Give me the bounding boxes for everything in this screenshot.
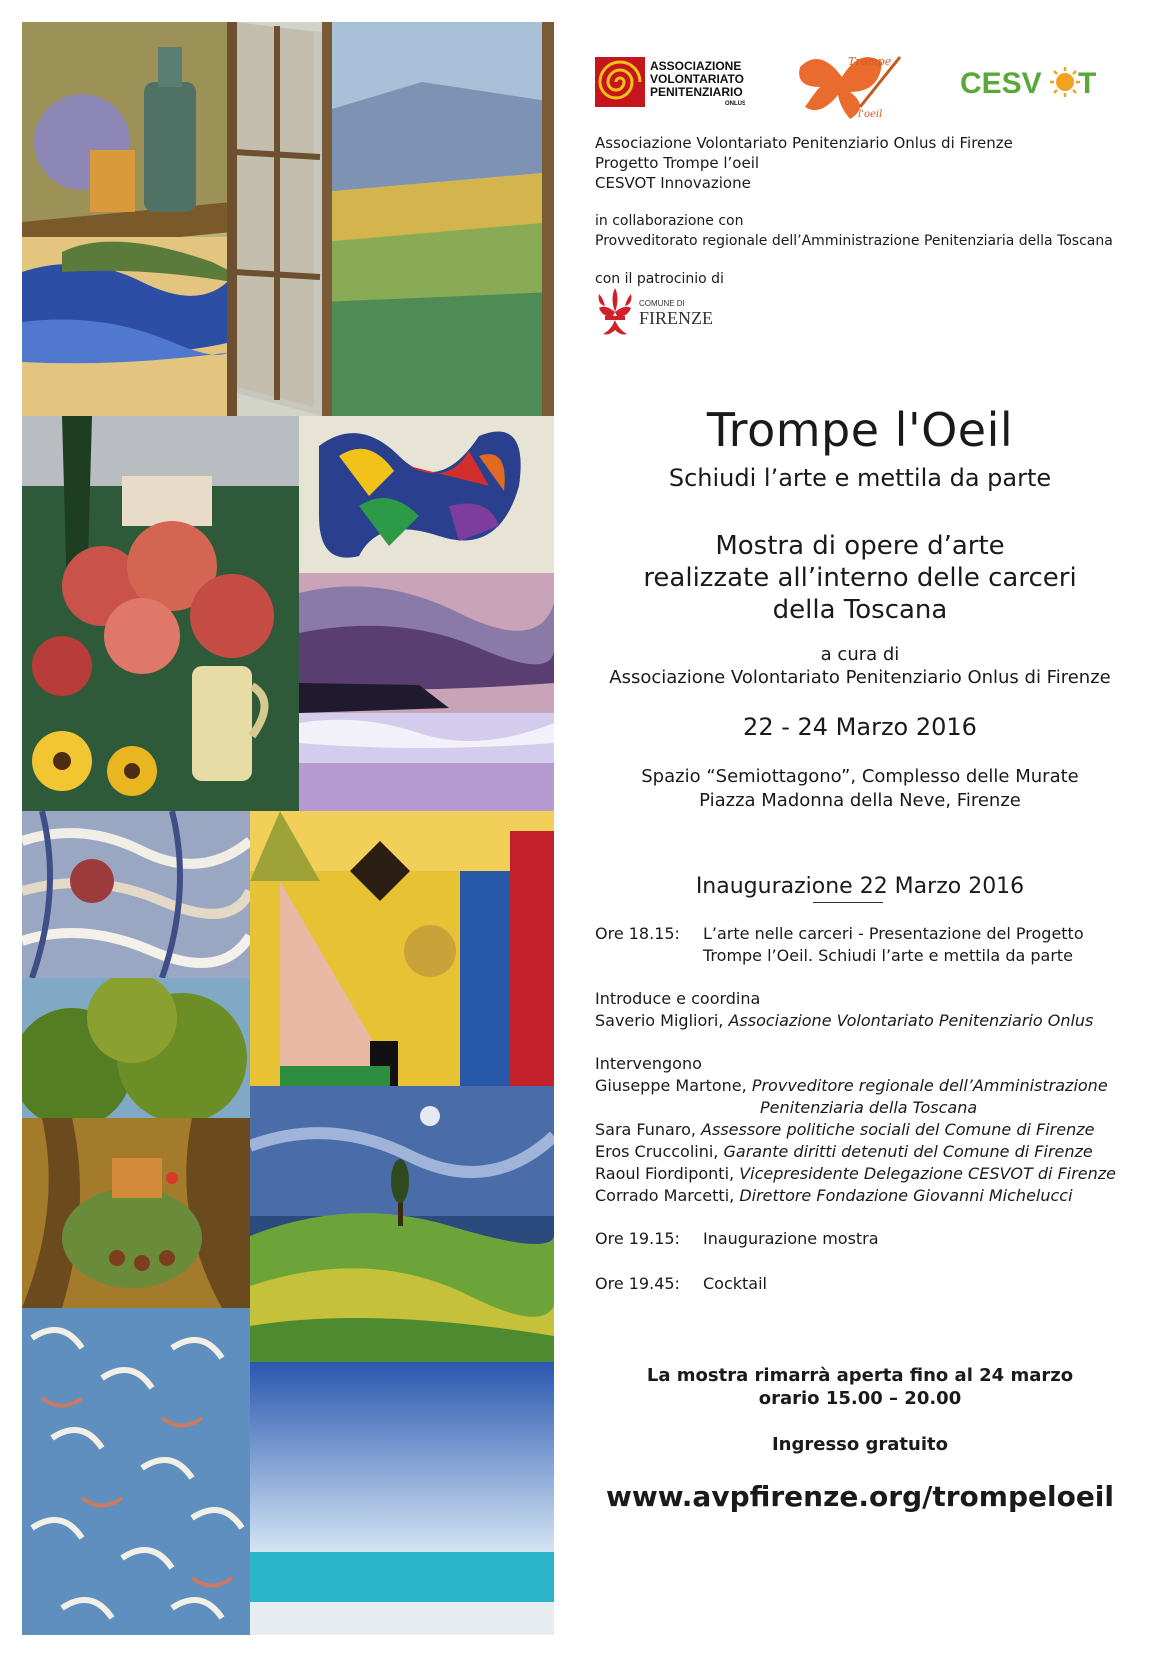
painting-flowers-jug	[22, 416, 299, 811]
program-time-3: Ore 19.45:	[595, 1274, 680, 1293]
speaker-row	[595, 1118, 1094, 1141]
svg-text:ONLUS: ONLUS	[725, 101, 745, 107]
moderator-name: Saverio Migliori,	[595, 1011, 724, 1030]
program-text-1b: Trompe l’Oeil. Schiudi l’arte e mettila da parte	[703, 946, 1074, 965]
speaker-row	[595, 1184, 1073, 1207]
program-item-3	[595, 1272, 767, 1295]
program-item-2	[595, 1227, 879, 1250]
venue-line-2: Piazza Madonna della Neve, Firenze	[699, 790, 1021, 811]
speakers-label: Intervengono	[595, 1054, 702, 1073]
svg-text:ASSOCIAZIONE: ASSOCIAZIONE	[650, 59, 742, 73]
website-link[interactable]: www.avpfirenze.org/trompeloeil	[605, 1480, 1115, 1513]
speaker-name: Sara Funaro,	[595, 1120, 696, 1139]
painting-green-hills	[250, 1086, 554, 1362]
sponsor-logos	[595, 55, 1145, 130]
organizer-project: Progetto Trompe l’oeil	[595, 154, 760, 172]
program-text-3: Cocktail	[703, 1274, 767, 1293]
speaker-role: Direttore Fondazione Giovanni Michelucci	[739, 1186, 1073, 1205]
painting-stormy-sea	[299, 573, 554, 811]
svg-text:l'oeil: l'oeil	[858, 109, 883, 120]
speaker-name: Eros Cruccolini,	[595, 1142, 719, 1161]
organizer-cesvot: CESVOT Innovazione	[595, 174, 751, 192]
speaker-role: Assessore politiche sociali del Comune di Firenze	[701, 1120, 1095, 1139]
collaboration-intro: in collaborazione con	[595, 213, 744, 229]
exhibition-line-2: realizzate all’interno delle carceri	[643, 563, 1077, 593]
avp-logo	[595, 57, 745, 112]
admission: Ingresso gratuito	[771, 1434, 948, 1455]
organizer-avp: Associazione Volontariato Penitenziario Onlus di Firenze	[595, 134, 1013, 152]
patronage-intro: con il patrocinio di	[595, 271, 724, 287]
inauguration-heading: Inaugurazione 22 Marzo 2016	[695, 874, 1025, 899]
exhibition-line-3: della Toscana	[772, 595, 948, 625]
speaker-name: Giuseppe Martone,	[595, 1076, 747, 1095]
venue-line-1: Spazio “Semiottagono”, Complesso delle Murate	[641, 766, 1079, 787]
event-title: Trompe l'Oeil	[706, 403, 1014, 457]
svg-text:VOLONTARIATO: VOLONTARIATO	[650, 72, 744, 86]
trompe-loeil-logo	[790, 47, 910, 122]
event-subtitle: Schiudi l’arte e mettila da parte	[668, 464, 1052, 492]
exhibition-dates: 22 - 24 Marzo 2016	[743, 713, 977, 741]
speaker-role: Vicepresidente Delegazione CESVOT di Firenze	[739, 1164, 1117, 1183]
painting-blue-pattern	[22, 1308, 250, 1635]
svg-text:PENITENZIARIO: PENITENZIARIO	[650, 85, 743, 99]
program-text-2: Inaugurazione mostra	[703, 1229, 879, 1248]
speaker-row	[595, 1162, 1116, 1185]
section-divider	[813, 902, 883, 903]
open-until-line-1: La mostra rimarrà aperta fino al 24 marzo	[646, 1365, 1074, 1386]
comune-firenze-logo	[595, 284, 735, 342]
exhibition-line-1: Mostra di opere d’arte	[715, 531, 1005, 561]
moderator-role: Associazione Volontariato Penitenziario Onlus	[728, 1011, 1094, 1030]
program-time-2: Ore 19.15:	[595, 1229, 680, 1248]
speaker-role-line-2: Penitenziaria della Toscana	[760, 1098, 978, 1117]
moderator	[595, 1009, 1093, 1032]
speaker-row	[595, 1140, 1093, 1163]
open-until-line-2: orario 15.00 – 20.00	[758, 1388, 962, 1409]
svg-text:Trompe: Trompe	[848, 55, 892, 68]
cesvot-logo	[960, 63, 1100, 103]
svg-text:COMUNE DI: COMUNE DI	[639, 299, 685, 308]
speaker-row	[595, 1074, 1108, 1097]
curated-by-intro: a cura di	[820, 644, 900, 665]
svg-text:CESV: CESV	[960, 67, 1042, 100]
introduce-label: Introduce e coordina	[595, 989, 761, 1008]
painting-calm-sea	[250, 1362, 554, 1635]
painting-geometric	[250, 811, 554, 1086]
painting-textured-pattern	[22, 811, 250, 978]
program-item-1	[595, 922, 1084, 945]
speaker-role: Garante diritti detenuti del Comune di Firenze	[723, 1142, 1093, 1161]
svg-text:T: T	[1078, 67, 1097, 100]
speaker-role: Provveditore regionale dell’Amministrazione	[751, 1076, 1108, 1095]
speaker-name: Raoul Fiordiponti,	[595, 1164, 735, 1183]
collaboration-partner: Provveditorato regionale dell’Amministrazione Penitenziaria della Toscana	[595, 233, 1113, 249]
speaker-name: Corrado Marcetti,	[595, 1186, 735, 1205]
painting-forest-jungle	[22, 978, 250, 1308]
painting-abstract-curves	[299, 416, 554, 573]
curated-by-name: Associazione Volontariato Penitenziario Onlus di Firenze	[609, 667, 1111, 688]
program-text-1a: L’arte nelle carceri - Presentazione del Progetto	[703, 924, 1084, 943]
poster-info	[580, 0, 1140, 1657]
speaker-role-continued	[760, 1096, 977, 1119]
painting-collage	[22, 22, 554, 1635]
painting-window-still-life	[22, 22, 554, 416]
svg-text:FIRENZE: FIRENZE	[639, 308, 713, 328]
organizers	[595, 133, 1013, 193]
program-time-1: Ore 18.15:	[595, 924, 680, 943]
